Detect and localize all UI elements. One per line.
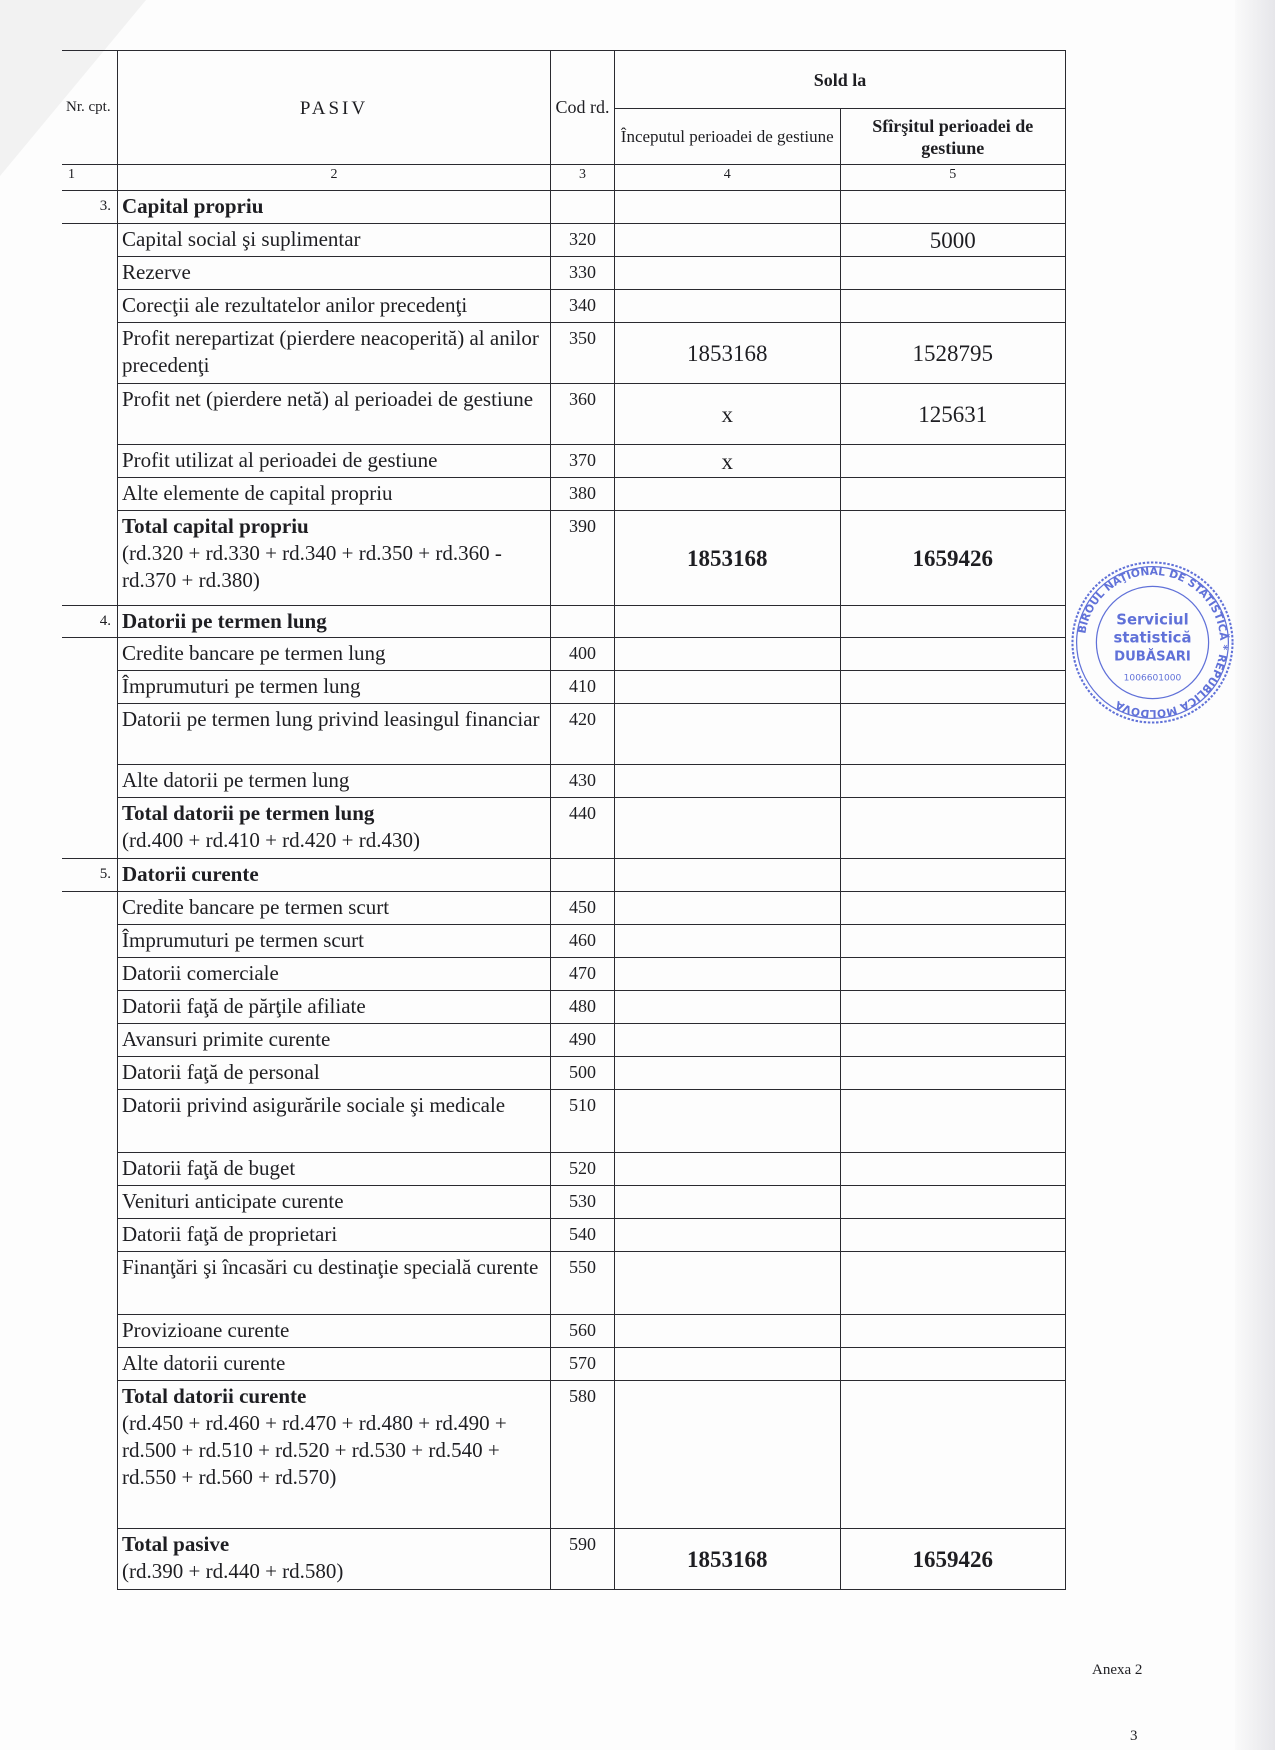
row-code: 360 [551, 384, 615, 445]
value-end [840, 859, 1066, 892]
row-label [118, 765, 551, 798]
row-number [62, 511, 118, 606]
row-formula: (rd.390 + rd.440 + rd.580) [122, 1559, 344, 1583]
row-number [62, 1186, 118, 1219]
table-row [62, 1252, 1066, 1315]
value-start [615, 1315, 841, 1348]
row-code: 470 [551, 958, 615, 991]
row-number [62, 1090, 118, 1153]
svg-text:Serviciul: Serviciul [1116, 610, 1189, 629]
row-number: 5. [62, 859, 118, 892]
table-row [62, 323, 1066, 384]
svg-text:statistică: statistică [1113, 628, 1192, 647]
value-end [840, 1090, 1066, 1153]
row-label-text: Venituri anticipate curente [122, 1189, 344, 1213]
row-code: 380 [551, 478, 615, 511]
row-code: 520 [551, 1153, 615, 1186]
row-label [118, 704, 551, 765]
row-label [118, 478, 551, 511]
row-code [551, 859, 615, 892]
value-end [840, 892, 1066, 925]
value-start [615, 1090, 841, 1153]
row-label [118, 859, 551, 892]
row-label-text: Provizioane curente [122, 1318, 290, 1342]
row-label [118, 1252, 551, 1315]
header-nr: Nr. cpt. [62, 51, 118, 165]
value-start: x [615, 384, 841, 445]
row-label-text: Capital social şi suplimentar [122, 227, 361, 251]
row-number [62, 1315, 118, 1348]
table-row [62, 1315, 1066, 1348]
value-end: 5000 [840, 224, 1066, 257]
value-start [615, 798, 841, 859]
header-end: Sfîrşitul perioadei de gestiune [840, 109, 1066, 165]
row-number [62, 1153, 118, 1186]
row-label-text: Datorii privind asigurările sociale şi medicale [122, 1093, 506, 1117]
row-code: 450 [551, 892, 615, 925]
row-label-text: Credite bancare pe termen scurt [122, 895, 390, 919]
row-label [118, 798, 551, 859]
table-row [62, 257, 1066, 290]
row-code: 340 [551, 290, 615, 323]
row-number [62, 290, 118, 323]
value-start [615, 224, 841, 257]
row-number [62, 1348, 118, 1381]
value-start [615, 290, 841, 323]
row-label-text: Datorii faţă de părţile afiliate [122, 994, 366, 1018]
row-label [118, 925, 551, 958]
row-label-text: Împrumuturi pe termen lung [122, 674, 361, 698]
pasiv-table [62, 50, 1066, 1590]
row-label [118, 1348, 551, 1381]
row-code: 420 [551, 704, 615, 765]
value-start: 1853168 [615, 323, 841, 384]
table-row [62, 991, 1066, 1024]
table-row [62, 892, 1066, 925]
row-label-text: Avansuri primite curente [122, 1027, 331, 1051]
table-row [62, 1186, 1066, 1219]
value-end [840, 1024, 1066, 1057]
row-code: 410 [551, 671, 615, 704]
row-formula: (rd.320 + rd.330 + rd.340 + rd.350 + rd.360 - rd.370 + rd.380) [122, 541, 502, 592]
row-code: 490 [551, 1024, 615, 1057]
row-label-text: Datorii faţă de personal [122, 1060, 320, 1084]
row-label-text: Profit net (pierdere netă) al perioadei de gestiune [122, 387, 534, 411]
row-label [118, 511, 551, 606]
page-number: 3 [1130, 1728, 1138, 1744]
value-start: 1853168 [615, 511, 841, 606]
value-start [615, 991, 841, 1024]
row-label [118, 1529, 551, 1590]
row-label [118, 257, 551, 290]
row-label-text: Total datorii curente [122, 1384, 307, 1408]
header-cod: Cod rd. [551, 51, 615, 165]
total-row [62, 511, 1066, 606]
row-label-text: Total datorii pe termen lung [122, 801, 375, 825]
row-label [118, 323, 551, 384]
row-label-text: Datorii faţă de buget [122, 1156, 296, 1180]
row-code: 350 [551, 323, 615, 384]
value-end [840, 991, 1066, 1024]
table-row [62, 1090, 1066, 1153]
value-end [840, 765, 1066, 798]
row-label [118, 958, 551, 991]
value-start [615, 1153, 841, 1186]
table-row [62, 1219, 1066, 1252]
row-label-text: Datorii curente [122, 862, 259, 886]
value-end [840, 606, 1066, 638]
table-row [62, 1153, 1066, 1186]
row-code: 590 [551, 1529, 615, 1590]
row-number [62, 638, 118, 671]
value-start [615, 478, 841, 511]
table-row [62, 671, 1066, 704]
row-number [62, 1252, 118, 1315]
value-end: 1659426 [840, 1529, 1066, 1590]
total-row [62, 798, 1066, 859]
col-num-4: 4 [615, 165, 841, 191]
value-start [615, 892, 841, 925]
value-start [615, 765, 841, 798]
row-code: 540 [551, 1219, 615, 1252]
row-label [118, 671, 551, 704]
section-row [62, 191, 1066, 224]
table-row [62, 1348, 1066, 1381]
row-number [62, 1381, 118, 1529]
row-code [551, 606, 615, 638]
row-label [118, 224, 551, 257]
value-end [840, 1186, 1066, 1219]
row-label [118, 1090, 551, 1153]
row-label [118, 892, 551, 925]
value-end [840, 191, 1066, 224]
row-code: 330 [551, 257, 615, 290]
value-start: x [615, 445, 841, 478]
row-number [62, 323, 118, 384]
value-start [615, 1219, 841, 1252]
table-row [62, 384, 1066, 445]
row-label [118, 1186, 551, 1219]
row-number: 3. [62, 191, 118, 224]
header-pasiv [118, 51, 551, 165]
value-start [615, 1186, 841, 1219]
official-stamp [1070, 560, 1235, 725]
row-label-text: Total capital propriu [122, 514, 309, 538]
row-code: 390 [551, 511, 615, 606]
row-label-text: Corecţii ale rezultatelor anilor precedenţi [122, 293, 468, 317]
row-number [62, 671, 118, 704]
row-number [62, 445, 118, 478]
row-code: 480 [551, 991, 615, 1024]
row-number [62, 478, 118, 511]
value-end [840, 1057, 1066, 1090]
row-label-text: Profit utilizat al perioadei de gestiune [122, 448, 438, 472]
row-code: 580 [551, 1381, 615, 1529]
value-end [840, 704, 1066, 765]
value-end [840, 798, 1066, 859]
row-label [118, 638, 551, 671]
row-code: 530 [551, 1186, 615, 1219]
row-number [62, 798, 118, 859]
row-label-text: Datorii pe termen lung [122, 609, 327, 633]
value-end [840, 478, 1066, 511]
row-label-text: Împrumuturi pe termen scurt [122, 928, 365, 952]
row-number [62, 1057, 118, 1090]
value-start [615, 638, 841, 671]
row-number [62, 1024, 118, 1057]
value-start [615, 191, 841, 224]
value-start [615, 859, 841, 892]
row-label-text: Credite bancare pe termen lung [122, 641, 386, 665]
value-start [615, 1024, 841, 1057]
row-code: 400 [551, 638, 615, 671]
row-code: 440 [551, 798, 615, 859]
row-label [118, 1219, 551, 1252]
row-label-text: Finanţări şi încasări cu destinaţie specială curente [122, 1255, 539, 1279]
row-code: 460 [551, 925, 615, 958]
row-formula: (rd.400 + rd.410 + rd.420 + rd.430) [122, 828, 420, 852]
annex-label: Anexa 2 [1092, 1662, 1143, 1678]
row-number [62, 224, 118, 257]
row-label-text: Alte elemente de capital propriu [122, 481, 393, 505]
table-row [62, 445, 1066, 478]
row-number [62, 704, 118, 765]
svg-text:DUBĂSARI: DUBĂSARI [1114, 649, 1191, 665]
row-code: 320 [551, 224, 615, 257]
table-row [62, 925, 1066, 958]
row-label [118, 1024, 551, 1057]
table-row [62, 478, 1066, 511]
row-label [118, 191, 551, 224]
row-code [551, 191, 615, 224]
row-label-text: Datorii comerciale [122, 961, 279, 985]
header-sold: Sold la [615, 51, 1066, 109]
row-label [118, 290, 551, 323]
value-end [840, 671, 1066, 704]
row-number [62, 765, 118, 798]
row-code: 570 [551, 1348, 615, 1381]
value-end [840, 1153, 1066, 1186]
svg-text:1006601000: 1006601000 [1123, 673, 1182, 684]
row-label [118, 445, 551, 478]
row-label [118, 384, 551, 445]
value-start [615, 925, 841, 958]
row-number [62, 925, 118, 958]
row-label-text: Rezerve [122, 260, 191, 284]
row-code: 430 [551, 765, 615, 798]
value-end: 1528795 [840, 323, 1066, 384]
row-number [62, 1219, 118, 1252]
value-start [615, 1057, 841, 1090]
value-start [615, 257, 841, 290]
table-row [62, 765, 1066, 798]
table-row [62, 224, 1066, 257]
table-row [62, 704, 1066, 765]
row-label [118, 991, 551, 1024]
pasiv-title: PASIV [299, 97, 369, 119]
row-label-text: Capital propriu [122, 194, 264, 218]
row-label-text: Datorii pe termen lung privind leasingul financiar [122, 707, 540, 731]
value-end [840, 958, 1066, 991]
row-number [62, 384, 118, 445]
value-end: 1659426 [840, 511, 1066, 606]
value-start [615, 704, 841, 765]
table-row [62, 290, 1066, 323]
col-num-2: 2 [118, 165, 551, 191]
table-row [62, 638, 1066, 671]
row-code: 560 [551, 1315, 615, 1348]
scan-edge [1235, 0, 1275, 1750]
row-label [118, 606, 551, 638]
row-label-text: Total pasive [122, 1532, 230, 1556]
row-number [62, 991, 118, 1024]
value-end [840, 1348, 1066, 1381]
row-number [62, 892, 118, 925]
row-label [118, 1057, 551, 1090]
row-code: 550 [551, 1252, 615, 1315]
row-number: 4. [62, 606, 118, 638]
table-row [62, 1057, 1066, 1090]
value-end [840, 257, 1066, 290]
value-start [615, 671, 841, 704]
table-row [62, 1024, 1066, 1057]
total-row [62, 1381, 1066, 1529]
value-start [615, 1252, 841, 1315]
value-start [615, 1381, 841, 1529]
value-end [840, 1315, 1066, 1348]
col-num-3: 3 [551, 165, 615, 191]
value-end [840, 925, 1066, 958]
row-label-text: Alte datorii pe termen lung [122, 768, 350, 792]
section-row [62, 859, 1066, 892]
row-label-text: Datorii faţă de proprietari [122, 1222, 338, 1246]
header-start: Începutul perioadei de gestiune [615, 109, 841, 165]
value-end [840, 1381, 1066, 1529]
row-label [118, 1153, 551, 1186]
row-label [118, 1381, 551, 1529]
total-row [62, 1529, 1066, 1590]
row-label-text: Alte datorii curente [122, 1351, 286, 1375]
table-row [62, 958, 1066, 991]
row-code: 370 [551, 445, 615, 478]
value-start: 1853168 [615, 1529, 841, 1590]
row-label [118, 1315, 551, 1348]
row-formula: (rd.450 + rd.460 + rd.470 + rd.480 + rd.490 + rd.500 + rd.510 + rd.520 + rd.530 + rd.540 + rd.550 + rd.560 + rd.570) [122, 1411, 507, 1489]
value-end [840, 290, 1066, 323]
col-num-5: 5 [840, 165, 1066, 191]
value-end [840, 1219, 1066, 1252]
value-start [615, 958, 841, 991]
row-code: 500 [551, 1057, 615, 1090]
section-row [62, 606, 1066, 638]
value-end [840, 638, 1066, 671]
value-end: 125631 [840, 384, 1066, 445]
row-code: 510 [551, 1090, 615, 1153]
value-end [840, 445, 1066, 478]
row-number [62, 257, 118, 290]
value-start [615, 1348, 841, 1381]
row-label-text: Profit nerepartizat (pierdere neacoperită) al anilor precedenţi [122, 326, 539, 377]
value-end [840, 1252, 1066, 1315]
row-number [62, 1529, 118, 1590]
row-number [62, 958, 118, 991]
value-start [615, 606, 841, 638]
col-num-1: 1 [62, 165, 118, 191]
svg-text:BIROUL NAŢIONAL DE STATISTICĂ: BIROUL NAŢIONAL DE STATISTICĂ * REPUBLICA MOLDOVA [1075, 564, 1231, 721]
